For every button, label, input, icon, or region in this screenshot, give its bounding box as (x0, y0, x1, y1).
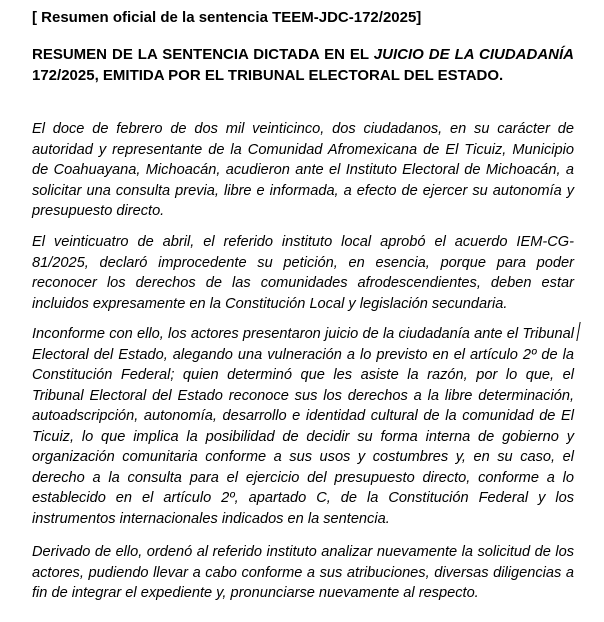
paragraph-2: El veinticuatro de abril, el referido instituto local aprobó el acuerdo IEM-CG-81/2025, declaró improcedente su petición, en esencia, porque para poder reconocer los derechos de las comunidades afrodescendientes, deben estar incluidos expresamente en la Constitución Local y legislación secundaria. (32, 234, 574, 312)
title-part-3: 172/2025, EMITIDA POR EL TRIBUNAL ELECTORAL DEL ESTADO. (32, 67, 504, 84)
text-cursor-mark (576, 322, 580, 341)
paragraph-3: Inconforme con ello, los actores presentaron juicio de la ciudadanía ante el Tribunal Electoral del Estado, alegando una vulneración a lo previsto en el artículo 2º de la Constitución Federal; quien determinó que les asiste la razón, por lo que, el Tribunal Electoral del Estado reconoce sus los derechos a la libre determinación, autoadscripción, autonomía, desarrollo e identidad cultural de la comunidad de El Ticuiz, lo que implica la posibilidad de decidir su forma interna de gobierno y organización comunitaria conforme a sus usos y costumbres y, en su caso, el derecho a la consulta para el ejercicio del presupuesto directo, conforme a lo establecido en el artículo 2º, apartado C, de la Constitución Federal y los instrumentos internacionales indicados en la sentencia. (32, 326, 574, 527)
title-part-1: RESUMEN DE LA SENTENCIA DICTADA EN EL (32, 46, 374, 63)
document-title (32, 44, 574, 86)
paragraph-1: El doce de febrero de dos mil veinticinco, dos ciudadanos, en su carácter de autoridad y representante de la Comunidad Afromexicana de El Ticuiz, Municipio de Coahuayana, Michoacán, acudieron ante el Instituto Electoral de Michoacán, a solicitar una consulta previa, libre e informada, a efecto de ejercer su autonomía y presupuesto directo. (32, 121, 574, 219)
document-header-label: [ Resumen oficial de la sentencia TEEM-JDC-172/2025] (32, 9, 422, 26)
title-part-2-italic: JUICIO DE LA CIUDADANÍA (373, 46, 574, 63)
paragraph-4: Derivado de ello, ordenó al referido instituto analizar nuevamente la solicitud de los actores, pudiendo llevar a cabo conforme a sus atribuciones, diversas diligencias a fin de integrar el expediente y, pronunciarse nuevamente al respecto. (32, 544, 574, 601)
